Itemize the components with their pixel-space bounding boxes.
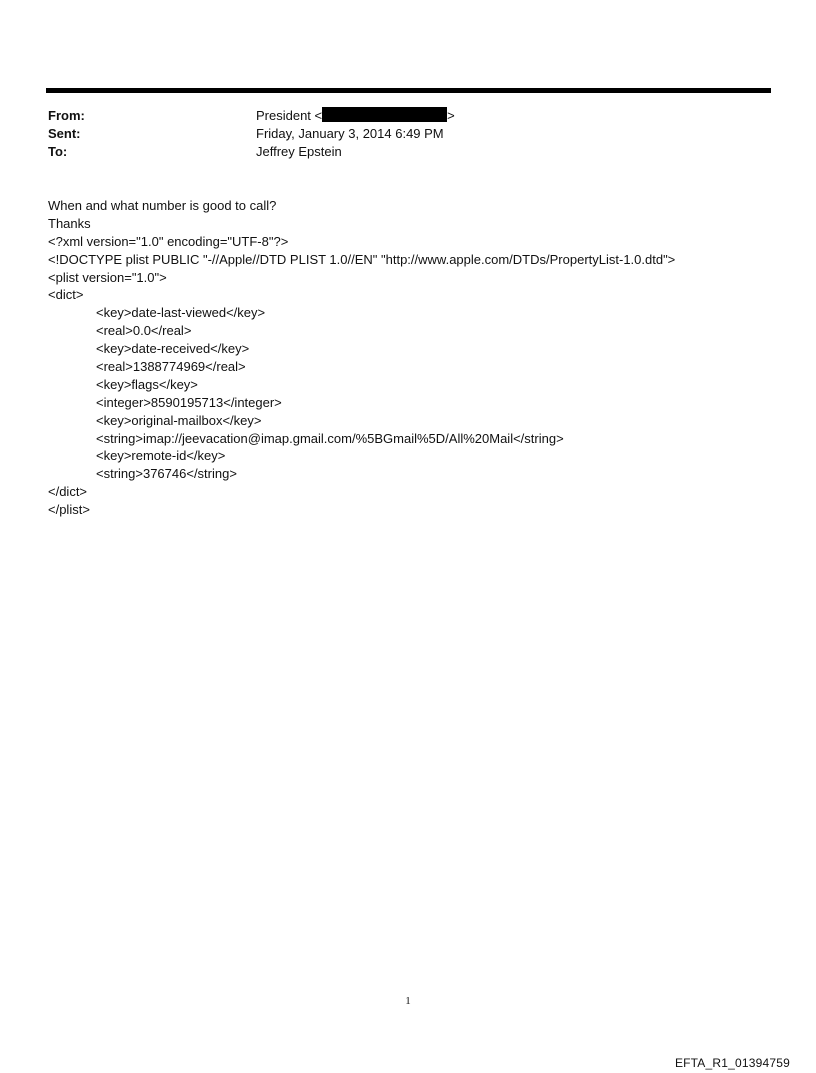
body-line: <?xml version="1.0" encoding="UTF-8"?> <box>48 233 289 249</box>
body-line: <string>imap://jeevacation@imap.gmail.com/%5BGmail%5D/All%20Mail</string> <box>96 430 564 446</box>
body-line: <key>remote-id</key> <box>96 448 226 464</box>
body-line: <plist version="1.0"> <box>48 269 167 285</box>
sender-close-bracket: > <box>447 108 455 123</box>
sender-name: President < <box>256 108 323 123</box>
sent-label: Sent: <box>48 126 81 141</box>
body-line: Thanks <box>48 215 91 231</box>
sent-value: Friday, January 3, 2014 6:49 PM <box>256 126 444 141</box>
email-body <box>48 197 778 519</box>
body-line: <dict> <box>48 287 84 303</box>
to-label: To: <box>48 144 68 159</box>
body-line: </plist> <box>48 502 90 518</box>
header-divider <box>46 88 771 93</box>
body-line: </dict> <box>48 484 88 500</box>
body-line: <key>date-last-viewed</key> <box>96 305 266 321</box>
body-line: <key>date-received</key> <box>96 341 250 357</box>
to-row <box>48 143 748 161</box>
from-value <box>256 107 455 125</box>
body-line: When and what number is good to call? <box>48 198 277 213</box>
redaction-box <box>322 107 447 122</box>
body-line: <!DOCTYPE plist PUBLIC "-//Apple//DTD PLIST 1.0//EN" "http://www.apple.com/DTDs/PropertyList-1.0.dtd"> <box>48 251 676 267</box>
body-line: <real>0.0</real> <box>96 323 192 339</box>
body-line: <integer>8590195713</integer> <box>96 394 282 410</box>
from-row <box>48 107 748 125</box>
bates-number: EFTA_R1_01394759 <box>674 1056 790 1070</box>
body-line: <key>original-mailbox</key> <box>96 412 262 428</box>
body-line: <string>376746</string> <box>96 466 237 482</box>
body-line: <real>1388774969</real> <box>96 359 246 375</box>
from-label: From: <box>48 108 85 123</box>
email-header <box>48 107 748 161</box>
body-line: <key>flags</key> <box>96 376 198 392</box>
page-number: 1 <box>405 995 411 1007</box>
sent-row <box>48 125 748 143</box>
to-value: Jeffrey Epstein <box>256 144 342 159</box>
